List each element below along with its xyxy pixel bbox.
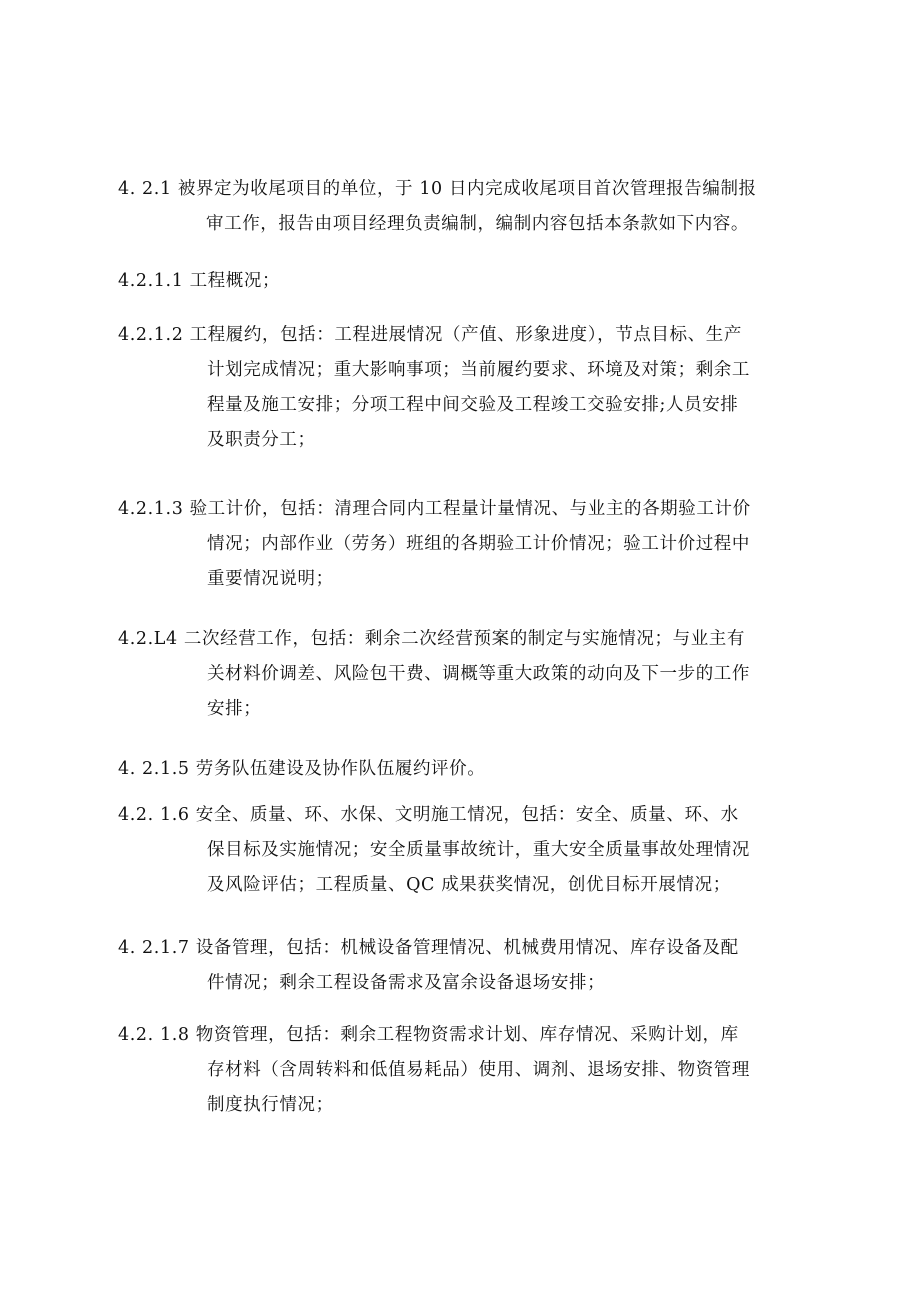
clause-4-2-1-line-2: 审工作，报告由项目经理负责编制，编制内容包括本条款如下内容。 <box>206 214 749 234</box>
clause-4-2-1-6 <box>118 798 818 903</box>
clause-4-2-1-8-line-3: 制度执行情况； <box>207 1095 334 1115</box>
clause-4-2-1-8-line-1: 4.2. 1.8 物资管理，包括：剩余工程物资需求计划、库存情况、采购计划，库 <box>118 1025 739 1045</box>
clause-4-2-1-4-line-2: 关材料价调差、风险包干费、调概等重大政策的动向及下一步的工作 <box>207 664 750 684</box>
clause-4-2-1 <box>118 172 818 242</box>
clause-4-2-1-2-line-1: 4.2.1.2 工程履约，包括：工程进展情况（产值、形象进度），节点目标、生产 <box>118 325 742 345</box>
clause-4-2-1-7-line-2: 件情况；剩余工程设备需求及富余设备退场安排； <box>207 973 606 993</box>
clause-4-2-1-4 <box>118 622 818 727</box>
clause-4-2-1-6-line-2: 保目标及实施情况；安全质量事故统计，重大安全质量事故处理情况 <box>207 840 750 860</box>
clause-4-2-1-1-line-1: 4.2.1.1 工程概况； <box>118 271 281 291</box>
clause-4-2-1-6-line-1: 4.2. 1.6 安全、质量、环、水保、文明施工情况，包括：安全、质量、环、水 <box>118 805 739 825</box>
clause-4-2-1-3-line-1: 4.2.1.3 验工计价，包括：清理合同内工程量计量情况、与业主的各期验工计价 <box>118 499 751 519</box>
clause-4-2-1-4-line-1: 4.2.L4 二次经营工作，包括：剩余二次经营预案的制定与实施情况；与业主有 <box>118 629 746 649</box>
clause-4-2-1-6-line-3: 及风险评估；工程质量、QC 成果获奖情况，创优目标开展情况； <box>207 875 731 895</box>
clause-4-2-1-2-line-3: 程量及施工安排；分项工程中间交验及工程竣工交验安排;人员安排 <box>207 395 739 415</box>
clause-4-2-1-3 <box>118 492 818 597</box>
clause-4-2-1-3-line-2: 情况；内部作业（劳务）班组的各期验工计价情况；验工计价过程中 <box>207 534 750 554</box>
clause-4-2-1-1 <box>118 264 818 299</box>
clause-4-2-1-7 <box>118 931 818 1001</box>
clause-4-2-1-8 <box>118 1018 818 1123</box>
clause-4-2-1-4-line-3: 安排； <box>207 699 262 719</box>
clause-4-2-1-8-line-2: 存材料（含周转料和低值易耗品）使用、调剂、退场安排、物资管理 <box>207 1060 750 1080</box>
clause-4-2-1-5 <box>118 752 818 787</box>
clause-4-2-1-7-line-1: 4. 2.1.7 设备管理，包括：机械设备管理情况、机械费用情况、库存设备及配 <box>118 938 739 958</box>
clause-4-2-1-2-line-2: 计划完成情况；重大影响事项；当前履约要求、环境及对策；剩余工 <box>207 360 750 380</box>
clause-4-2-1-2 <box>118 318 818 458</box>
clause-4-2-1-3-line-3: 重要情况说明； <box>207 569 334 589</box>
clause-4-2-1-line-1: 4. 2.1 被界定为收尾项目的单位，于 10 日内完成收尾项目首次管理报告编制报 <box>118 179 757 199</box>
clause-4-2-1-2-line-4: 及职责分工； <box>207 430 316 450</box>
clause-4-2-1-5-line-1: 4. 2.1.5 劳务队伍建设及协作队伍履约评价。 <box>118 759 486 779</box>
